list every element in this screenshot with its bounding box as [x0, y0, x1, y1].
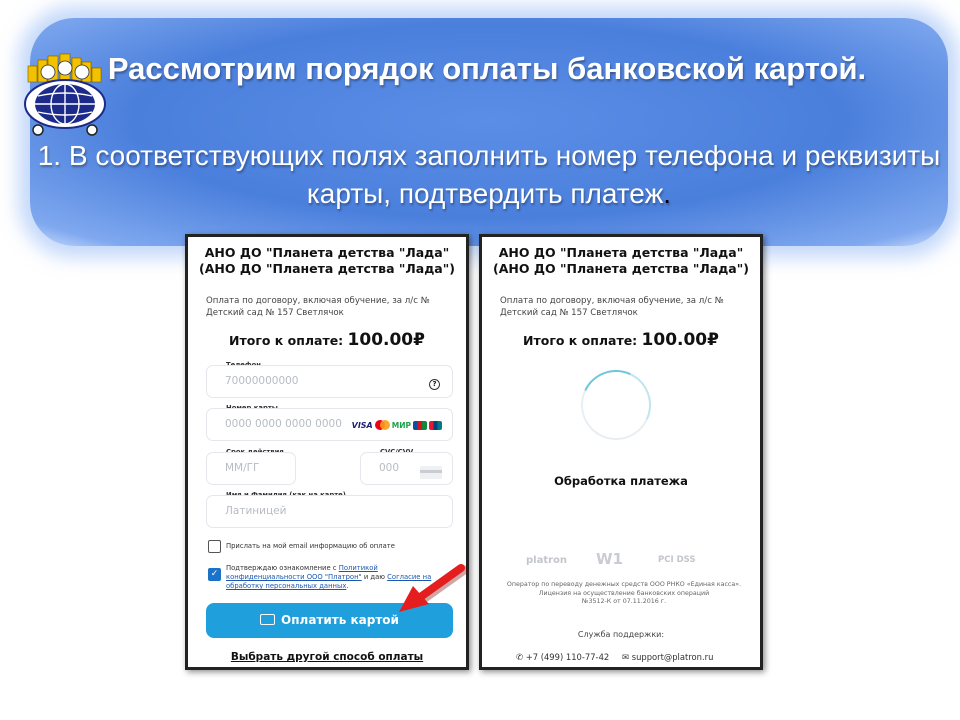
- support-phone[interactable]: [516, 652, 609, 662]
- total-row: [188, 330, 466, 350]
- subtitle-text: 1. В соответствующих полях заполнить номер телефона и реквизиты карты, подтвердить платеж: [37, 140, 941, 209]
- total-label: Итого к оплате:: [229, 333, 344, 348]
- red-arrow-pointer: [395, 562, 467, 618]
- operator-line1: Оператор по переводу денежных средств ООО РНКО «Единая касса».: [506, 581, 742, 588]
- processing-status: Обработка платежа: [554, 474, 688, 488]
- org-title-line1: АНО ДО "Планета детства "Лада": [204, 245, 450, 260]
- slide-title: Рассмотрим порядок оплаты банковской картой.: [107, 51, 867, 86]
- consent-middle: и даю: [363, 573, 385, 581]
- org-title-line1: АНО ДО "Планета детства "Лада": [498, 245, 744, 260]
- other-payment-method-link[interactable]: Выбрать другой способ оплаты: [230, 651, 424, 663]
- pay-button-label: Оплатить картой: [281, 613, 399, 627]
- operator-line2: Лицензия на осуществление банковских операций: [538, 589, 710, 597]
- card-number-input[interactable]: [206, 408, 453, 441]
- total-label: Итого к оплате:: [523, 333, 638, 348]
- support-email-text: support@platron.ru: [631, 652, 714, 662]
- support-phone-text: +7 (499) 110-77-42: [525, 652, 610, 662]
- support-label: Служба поддержки:: [577, 630, 665, 639]
- mail-icon: ✉: [622, 652, 630, 662]
- total-amount: 100.00₽: [641, 330, 719, 350]
- email-checkbox[interactable]: [208, 540, 221, 553]
- operator-line3: №3512-К от 07.11.2016 г.: [581, 598, 667, 605]
- mir-icon: МИР: [391, 420, 411, 430]
- cardholder-name-input[interactable]: [206, 495, 453, 528]
- mastercard-icon: [375, 420, 390, 430]
- jcb-icon: [413, 421, 427, 430]
- payment-description: Оплата по договору, включая обучение, за л/с № Детский сад № 157 Светлячок: [206, 296, 430, 318]
- org-title: [188, 245, 466, 277]
- phone-input[interactable]: [206, 365, 453, 398]
- cvv-placeholder: 000: [379, 462, 400, 474]
- phone-placeholder: 70000000000: [225, 375, 299, 387]
- card-number-placeholder: 0000 0000 0000 0000: [225, 418, 342, 430]
- consent-checkbox[interactable]: ✓: [208, 568, 221, 581]
- unionpay-icon: [429, 421, 442, 430]
- email-checkbox-label: Прислать на мой email информацию об оплате: [226, 542, 395, 550]
- personal-data-consent-link[interactable]: Согласие на обработку персональных данных: [226, 573, 432, 590]
- payment-description: Оплата по договору, включая обучение, за л/с № Детский сад № 157 Светлячок: [500, 296, 724, 318]
- org-title-line2: (АНО ДО "Планета детства "Лада"): [493, 261, 749, 276]
- loading-spinner-icon: [571, 360, 661, 450]
- phone-icon: ✆: [516, 652, 524, 662]
- payment-processing-screen: [479, 234, 763, 670]
- operator-info: [492, 581, 756, 607]
- total-amount: 100.00₽: [347, 330, 425, 350]
- consent-prefix: Подтверждаю ознакомление с: [226, 564, 337, 572]
- platron-logo: platron: [526, 555, 568, 566]
- visa-icon: VISA: [351, 420, 373, 430]
- consent-suffix: .: [346, 582, 349, 590]
- support-email[interactable]: [622, 652, 713, 662]
- pci-dss-logo: PCI DSS: [658, 555, 696, 565]
- org-title-line2: (АНО ДО "Планета детства "Лада"): [199, 261, 455, 276]
- name-placeholder: Латиницей: [225, 505, 287, 517]
- question-circle-icon[interactable]: ?: [429, 379, 440, 390]
- org-title: [482, 245, 760, 277]
- credit-card-icon: [260, 614, 275, 625]
- expiry-input[interactable]: [206, 452, 296, 485]
- expiry-placeholder: ММ/ГГ: [225, 462, 260, 474]
- card-brands: [352, 420, 442, 430]
- cvv-input[interactable]: [360, 452, 453, 485]
- card-back-icon: [420, 466, 442, 479]
- privacy-policy-link[interactable]: Политикой конфиденциальности ООО "Платрон": [226, 564, 378, 581]
- total-row: [482, 330, 760, 350]
- slide-subtitle: [30, 137, 948, 213]
- subtitle-period: .: [663, 178, 672, 209]
- walletone-logo: W1: [596, 550, 623, 568]
